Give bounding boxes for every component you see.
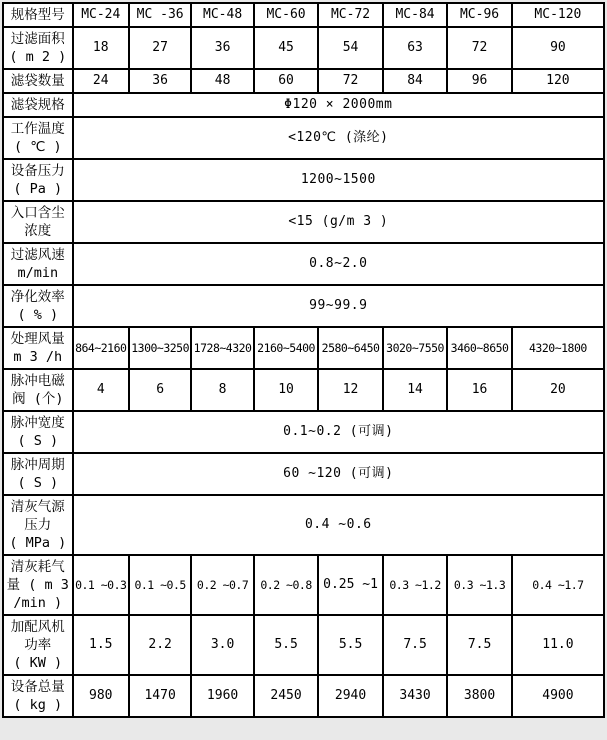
row-label: [3, 675, 73, 717]
row-label: [3, 327, 73, 369]
value-cell: 14: [383, 369, 448, 411]
row-label-line: 清灰气源: [10, 499, 65, 515]
value-cell: 0.1 ~0.5: [129, 555, 191, 615]
row-label-line: 量 ( m 3: [6, 577, 69, 593]
row-label-line: 加配风机: [10, 619, 65, 635]
row-label: [3, 3, 73, 27]
row-label-line: 过滤风速: [10, 247, 65, 263]
row-label: [3, 285, 73, 327]
value-cell: 20: [512, 369, 604, 411]
row-label-line: m/min: [17, 265, 59, 281]
table-row: [3, 3, 604, 27]
value-cell: 24: [73, 69, 129, 93]
value-cell-span: 99~99.9: [73, 285, 604, 327]
table-row: [3, 327, 604, 369]
row-label-line: ( S ): [17, 475, 59, 491]
value-cell: 0.2 ~0.7: [191, 555, 253, 615]
value-cell-span: Φ120 × 2000mm: [73, 93, 604, 117]
table-row: [3, 555, 604, 615]
value-cell: 3020~7550: [383, 327, 448, 369]
row-label: [3, 69, 73, 93]
row-label-line: 脉冲宽度: [10, 415, 65, 431]
value-cell: 4900: [512, 675, 604, 717]
value-cell: 2580~6450: [318, 327, 383, 369]
row-label-line: ( kg ): [13, 697, 63, 713]
row-label-line: ( KW ): [13, 655, 63, 671]
table-row: [3, 243, 604, 285]
value-cell: 8: [191, 369, 253, 411]
value-cell: 0.25 ~1: [318, 555, 383, 615]
row-label-line: 过滤面积: [10, 31, 65, 47]
value-cell: 0.2 ~0.8: [254, 555, 319, 615]
table-row: [3, 453, 604, 495]
table-row: [3, 369, 604, 411]
value-cell: 980: [73, 675, 129, 717]
value-cell-span: 60 ~120 (可调): [73, 453, 604, 495]
row-label-line: ( ℃ ): [13, 139, 62, 155]
table-row: [3, 675, 604, 717]
value-cell: 45: [254, 27, 319, 69]
table-row: [3, 27, 604, 69]
table-row: [3, 495, 604, 555]
row-label-line: 入口含尘: [10, 205, 65, 221]
value-cell: 2.2: [129, 615, 191, 675]
row-label-line: 阀 (个): [12, 391, 64, 407]
row-label: [3, 555, 73, 615]
value-cell: 1470: [129, 675, 191, 717]
row-label-line: 设备压力: [10, 163, 65, 179]
table-row: [3, 411, 604, 453]
table-row: [3, 615, 604, 675]
row-label-line: ( m 2 ): [9, 49, 67, 65]
table-row: [3, 201, 604, 243]
value-cell: 0.3 ~1.3: [447, 555, 512, 615]
row-label-line: 浓度: [24, 223, 52, 239]
row-label: [3, 159, 73, 201]
value-cell: 864~2160: [73, 327, 129, 369]
value-cell: 48: [191, 69, 253, 93]
value-cell: 18: [73, 27, 129, 69]
row-label-line: ( % ): [17, 307, 59, 323]
row-label-line: 清灰耗气: [10, 559, 65, 575]
value-cell: MC-120: [512, 3, 604, 27]
row-label: [3, 27, 73, 69]
value-cell-span: <120℃ (涤纶): [73, 117, 604, 159]
table-row: [3, 285, 604, 327]
value-cell: 3430: [383, 675, 448, 717]
row-label: [3, 411, 73, 453]
value-cell: 72: [318, 69, 383, 93]
row-label-line: 规格型号: [10, 7, 65, 23]
value-cell: 2450: [254, 675, 319, 717]
value-cell: 11.0: [512, 615, 604, 675]
value-cell: 5.5: [254, 615, 319, 675]
row-label-line: 脉冲电磁: [10, 373, 65, 389]
row-label-line: 处理风量: [10, 331, 65, 347]
value-cell: MC-24: [73, 3, 129, 27]
value-cell-span: 1200~1500: [73, 159, 604, 201]
value-cell: 84: [383, 69, 448, 93]
value-cell-span: 0.8~2.0: [73, 243, 604, 285]
row-label: [3, 117, 73, 159]
value-cell: 12: [318, 369, 383, 411]
value-cell: 7.5: [383, 615, 448, 675]
row-label-line: ( MPa ): [9, 535, 67, 551]
value-cell: MC-84: [383, 3, 448, 27]
row-label: [3, 495, 73, 555]
value-cell: 2160~5400: [254, 327, 319, 369]
value-cell: 36: [129, 69, 191, 93]
value-cell: 0.3 ~1.2: [383, 555, 448, 615]
value-cell: MC -36: [129, 3, 191, 27]
value-cell: 1728~4320: [191, 327, 253, 369]
value-cell: 3460~8650: [447, 327, 512, 369]
value-cell: 27: [129, 27, 191, 69]
value-cell: 63: [383, 27, 448, 69]
row-label: [3, 93, 73, 117]
row-label-line: 净化效率: [10, 289, 65, 305]
value-cell: MC-48: [191, 3, 253, 27]
row-label-line: 滤袋数量: [10, 73, 65, 89]
value-cell-span: <15 (g/m 3 ): [73, 201, 604, 243]
value-cell: 3.0: [191, 615, 253, 675]
value-cell: 90: [512, 27, 604, 69]
value-cell: 16: [447, 369, 512, 411]
value-cell-span: 0.1~0.2 (可调): [73, 411, 604, 453]
value-cell: 72: [447, 27, 512, 69]
row-label-line: 脉冲周期: [10, 457, 65, 473]
value-cell: 0.1 ~0.3: [73, 555, 129, 615]
value-cell: 1300~3250: [129, 327, 191, 369]
value-cell-span: 0.4 ~0.6: [73, 495, 604, 555]
value-cell: 7.5: [447, 615, 512, 675]
row-label-line: 压力: [24, 517, 52, 533]
table-row: [3, 93, 604, 117]
value-cell: 60: [254, 69, 319, 93]
value-cell: 1960: [191, 675, 253, 717]
table-row: [3, 69, 604, 93]
value-cell: 4320~1800: [512, 327, 604, 369]
spec-table: [2, 2, 605, 718]
spec-table-body: [3, 3, 604, 717]
row-label-line: 功率: [24, 637, 52, 653]
row-label: [3, 201, 73, 243]
table-row: [3, 117, 604, 159]
value-cell: MC-72: [318, 3, 383, 27]
value-cell: 6: [129, 369, 191, 411]
row-label: [3, 453, 73, 495]
table-row: [3, 159, 604, 201]
row-label: [3, 615, 73, 675]
row-label-line: /min ): [13, 595, 63, 611]
value-cell: 10: [254, 369, 319, 411]
value-cell: 1.5: [73, 615, 129, 675]
value-cell: 3800: [447, 675, 512, 717]
row-label: [3, 243, 73, 285]
value-cell: 5.5: [318, 615, 383, 675]
value-cell: 4: [73, 369, 129, 411]
value-cell: 120: [512, 69, 604, 93]
row-label-line: 工作温度: [10, 121, 65, 137]
row-label-line: m 3 /h: [13, 349, 63, 365]
row-label-line: 滤袋规格: [10, 97, 65, 113]
row-label-line: ( Pa ): [13, 181, 63, 197]
value-cell: MC-96: [447, 3, 512, 27]
row-label-line: 设备总量: [10, 679, 65, 695]
value-cell: 96: [447, 69, 512, 93]
value-cell: 54: [318, 27, 383, 69]
value-cell: 2940: [318, 675, 383, 717]
value-cell: MC-60: [254, 3, 319, 27]
value-cell: 36: [191, 27, 253, 69]
row-label-line: ( S ): [17, 433, 59, 449]
row-label: [3, 369, 73, 411]
value-cell: 0.4 ~1.7: [512, 555, 604, 615]
